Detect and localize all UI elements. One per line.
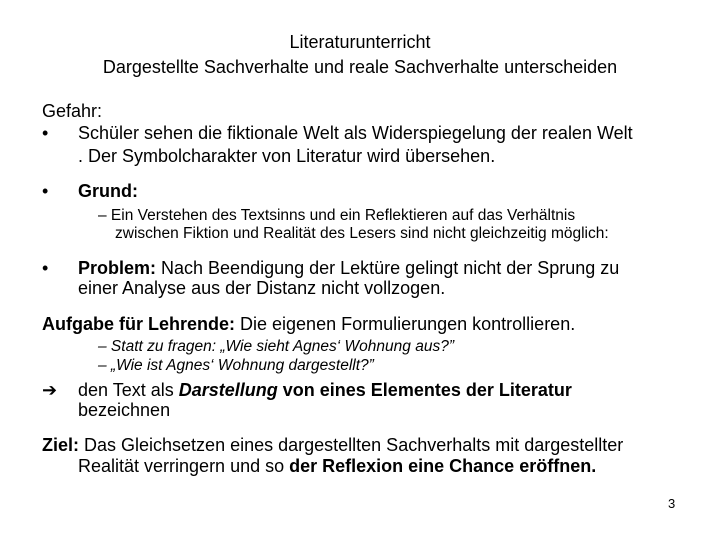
slide-title: Literaturunterricht xyxy=(289,32,431,52)
slide-subtitle: Dargestellte Sachverhalte und reale Sachverhalte unterscheiden xyxy=(102,57,618,77)
bullet-icon: • xyxy=(42,181,49,201)
arrow-right-icon: ➔ xyxy=(42,380,58,400)
grund-line2: zwischen Fiktion und Realität des Lesers sind nicht gleichzeitig möglich: xyxy=(115,225,609,242)
gefahr-heading: Gefahr: xyxy=(42,101,103,121)
aufgabe-question1: – Statt zu fragen: „Wie sieht Agnes‘ Wohnung aus?” xyxy=(98,338,454,355)
ziel-line1: Ziel: Das Gleichsetzen eines dargestellten Sachverhalts mit dargestellter xyxy=(42,435,624,455)
page-number: 3 xyxy=(668,496,676,511)
arrow-line1: den Text als Darstellung von eines Elementes der Literatur xyxy=(78,380,572,400)
gefahr-bullet1-line1: Schüler sehen die fiktionale Welt als Widerspiegelung der realen Welt xyxy=(78,123,633,143)
arrow-line2: bezeichnen xyxy=(78,400,171,420)
ziel-line2: Realität verringern und so der Reflexion eine Chance eröffnen. xyxy=(78,456,597,476)
aufgabe-line: Aufgabe für Lehrende: Die eigenen Formulierungen kontrollieren. xyxy=(42,314,576,334)
gefahr-bullet1-line2: . Der Symbolcharakter von Literatur wird übersehen. xyxy=(78,146,496,166)
problem-line1: Problem: Nach Beendigung der Lektüre gelingt nicht der Sprung zu xyxy=(78,258,620,278)
grund-line1: – Ein Verstehen des Textsinns und ein Reflektieren auf das Verhältnis xyxy=(98,207,576,224)
problem-line2: einer Analyse aus der Distanz nicht vollzogen. xyxy=(78,278,446,298)
aufgabe-question2: – „Wie ist Agnes‘ Wohnung dargestellt?” xyxy=(98,357,374,374)
bullet-icon: • xyxy=(42,258,49,278)
grund-label: Grund: xyxy=(78,181,138,201)
bullet-icon: • xyxy=(42,123,49,143)
